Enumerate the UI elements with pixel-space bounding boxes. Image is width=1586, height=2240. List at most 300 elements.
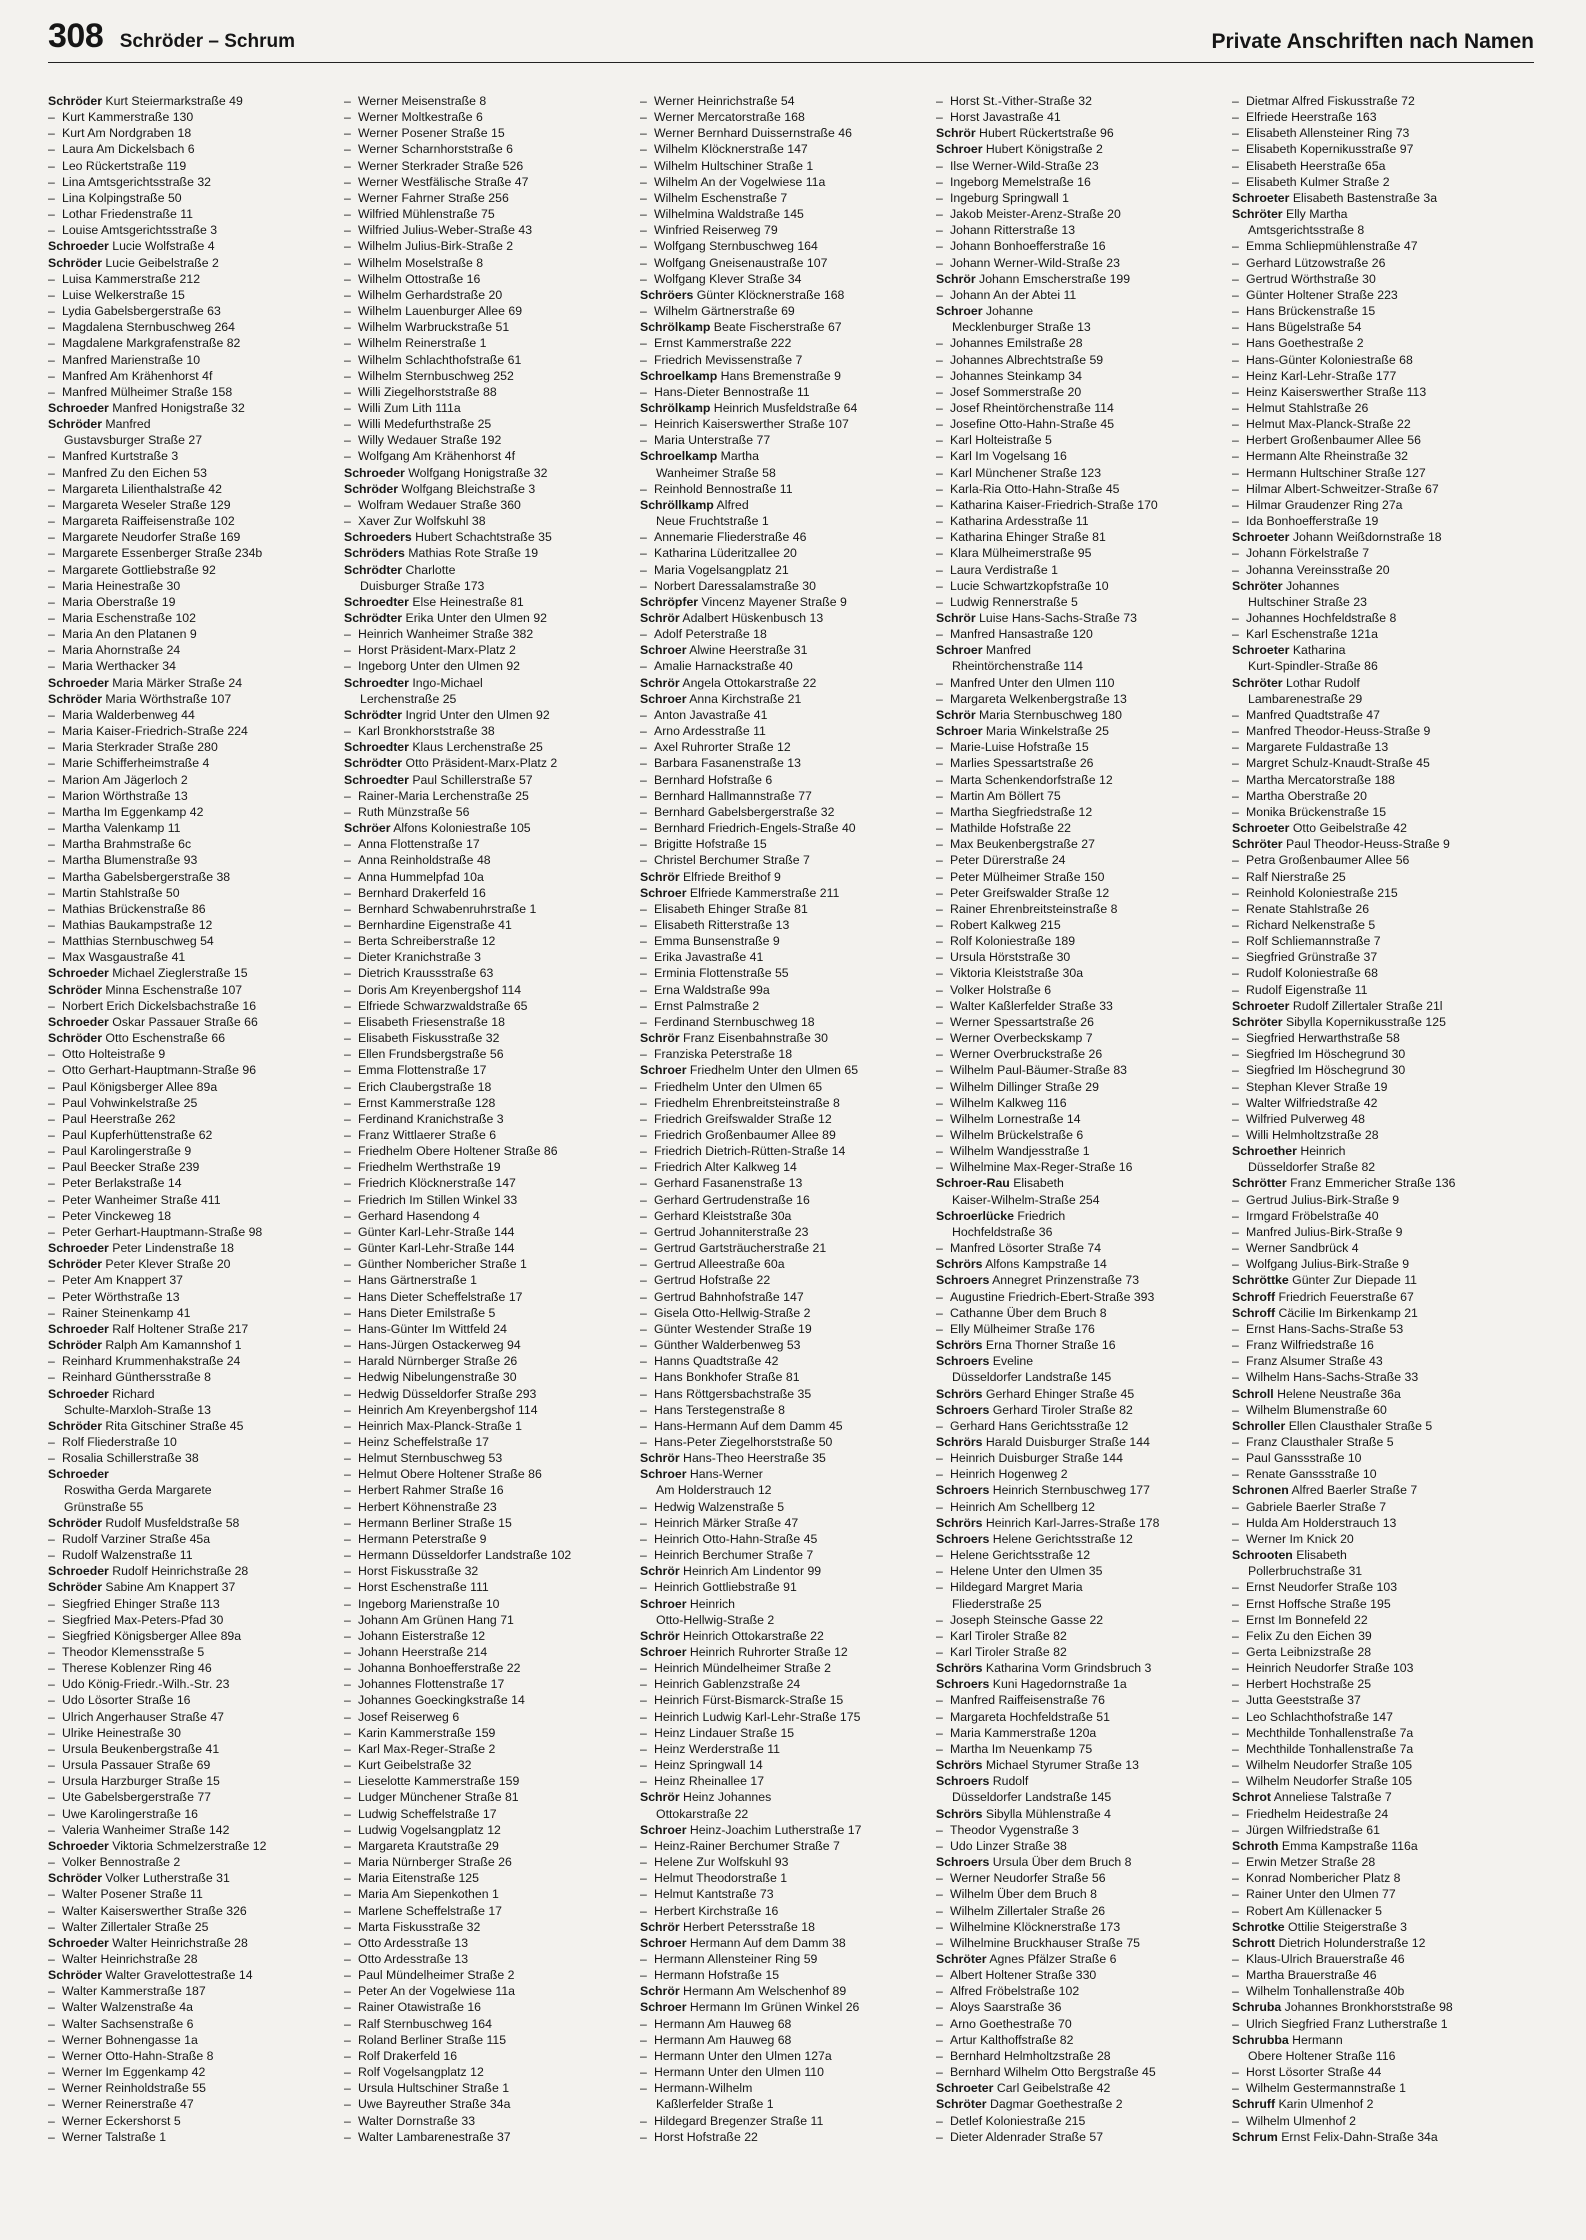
directory-entry: – Lina Amtsgerichtsstraße 32 xyxy=(48,174,211,189)
repeat-dash: – xyxy=(936,465,943,480)
directory-entry: – Bernhard Wilhelm Otto Bergstraße 45 xyxy=(936,2065,1156,2080)
surname: Schrör xyxy=(640,1790,680,1805)
repeat-dash: – xyxy=(1232,1580,1239,1595)
surname: Schroers xyxy=(936,1677,990,1692)
surname: Schroeder xyxy=(48,1467,109,1482)
repeat-dash: – xyxy=(344,1241,351,1256)
repeat-dash: – xyxy=(344,1338,351,1353)
repeat-dash: – xyxy=(48,934,55,949)
repeat-dash: – xyxy=(1232,2016,1239,2031)
directory-entry: – Theodor Vygenstraße 3 xyxy=(936,1822,1079,1837)
surname: Schröder xyxy=(48,1580,102,1595)
directory-entry: – Uwe Bayreuther Straße 34a xyxy=(344,2097,511,2112)
directory-entry: – Walter Kaßlerfelder Straße 33 xyxy=(936,998,1113,1013)
directory-entry: – Heinrich Märker Straße 47 xyxy=(640,1515,799,1530)
directory-entry: – Helmut Kantstraße 73 xyxy=(640,1887,774,1902)
directory-entry: – Arno Goethestraße 70 xyxy=(936,2016,1072,2031)
repeat-dash: – xyxy=(640,1725,647,1740)
directory-column-1 xyxy=(48,93,340,2213)
directory-entry: Schroeder Oskar Passauer Straße 66 xyxy=(48,1014,258,1029)
repeat-dash: – xyxy=(344,94,351,108)
directory-entry: Amtsgerichtsstraße 8 xyxy=(1248,223,1365,238)
directory-entry: – Arno Ardesstraße 11 xyxy=(640,724,766,739)
directory-entry: – Herbert Köhnenstraße 23 xyxy=(344,1499,497,1514)
repeat-dash: – xyxy=(344,1095,351,1110)
repeat-dash: – xyxy=(48,1677,55,1692)
directory-entry: – Martin Stahlstraße 50 xyxy=(48,885,180,900)
repeat-dash: – xyxy=(48,304,55,319)
directory-entry: Kurt-Spindler-Straße 86 xyxy=(1248,659,1378,674)
directory-entry: – Hermann Alte Rheinstraße 32 xyxy=(1232,449,1408,464)
repeat-dash: – xyxy=(48,1224,55,1239)
directory-entry: – Wilhelmine Klöcknerstraße 173 xyxy=(936,1919,1121,1934)
repeat-dash: – xyxy=(48,481,55,496)
repeat-dash: – xyxy=(1232,724,1239,739)
repeat-dash: – xyxy=(1232,481,1239,496)
repeat-dash: – xyxy=(1232,1192,1239,1207)
repeat-dash: – xyxy=(48,1144,55,1159)
directory-entry: – Hermann Berliner Straße 15 xyxy=(344,1515,512,1530)
directory-entry: – Wolfgang Julius-Birk-Straße 9 xyxy=(1232,1257,1410,1272)
repeat-dash: – xyxy=(1232,1806,1239,1821)
repeat-dash: – xyxy=(640,917,647,932)
repeat-dash: – xyxy=(48,837,55,852)
repeat-dash: – xyxy=(640,1402,647,1417)
directory-entry: – Rudolf Eigenstraße 11 xyxy=(1232,982,1368,997)
repeat-dash: – xyxy=(1232,1321,1239,1336)
repeat-dash: – xyxy=(640,1160,647,1175)
directory-entry: – Theodor Klemensstraße 5 xyxy=(48,1645,205,1659)
repeat-dash: – xyxy=(48,2113,55,2128)
repeat-dash: – xyxy=(640,804,647,819)
directory-entry: Neue Fruchtstraße 1 xyxy=(656,514,769,529)
directory-entry: – Friedhelm Obere Holtener Straße 86 xyxy=(344,1144,558,1159)
surname: Schrödter xyxy=(344,611,403,625)
directory-entry: – Bernhard Hallmannstraße 77 xyxy=(640,788,812,803)
directory-entry: Mecklenburger Straße 13 xyxy=(952,320,1091,335)
directory-entry: – Margareta Weseler Straße 129 xyxy=(48,497,231,512)
repeat-dash: – xyxy=(344,1903,351,1918)
directory-entry: – Max Beukenbergstraße 27 xyxy=(936,837,1095,852)
directory-entry: – Manfred Quadtstraße 47 xyxy=(1232,707,1380,722)
directory-entry: Schronen Alfred Baerler Straße 7 xyxy=(1232,1483,1418,1498)
directory-entry: – Magdalena Sternbuschweg 264 xyxy=(48,320,235,335)
directory-entry: Schrör Herbert Petersstraße 18 xyxy=(640,1919,815,1934)
directory-entry: – Siegfried Max-Peters-Pfad 30 xyxy=(48,1612,224,1627)
surname: Schroerlücke xyxy=(936,1208,1014,1223)
directory-entry: Schroers Rudolf xyxy=(936,1774,1029,1789)
directory-entry: Schröter Sibylla Kopernikusstraße 125 xyxy=(1232,1014,1446,1029)
directory-entry: – Maria Ahornstraße 24 xyxy=(48,643,181,658)
repeat-dash: – xyxy=(1232,966,1239,981)
directory-entry: – Heinz Springwall 14 xyxy=(640,1758,763,1773)
directory-entry: – Robert Am Küllenacker 5 xyxy=(1232,1903,1383,1918)
repeat-dash: – xyxy=(344,384,351,399)
surname: Schroer xyxy=(936,724,983,739)
directory-entry: – Walter Posener Straße 11 xyxy=(48,1887,203,1902)
directory-entry: – Franz Alsumer Straße 43 xyxy=(1232,1354,1383,1369)
directory-entry: Schröder Rita Gitschiner Straße 45 xyxy=(48,1418,244,1433)
repeat-dash: – xyxy=(1232,1628,1239,1643)
directory-entry: – Hans Bügelstraße 54 xyxy=(1232,320,1362,335)
directory-entry: – Wilhelm Wandjesstraße 1 xyxy=(936,1144,1090,1159)
repeat-dash: – xyxy=(936,1612,943,1627)
directory-entry: – Paul Kupferhüttenstraße 62 xyxy=(48,1128,213,1142)
repeat-dash: – xyxy=(48,772,55,787)
repeat-dash: – xyxy=(936,1822,943,1837)
repeat-dash: – xyxy=(640,1774,647,1789)
directory-entry: – Magdalene Markgrafenstraße 82 xyxy=(48,336,241,351)
surname: Schrötter xyxy=(1232,1176,1287,1191)
directory-entry: Schroeter Otto Geibelstraße 42 xyxy=(1232,821,1407,836)
surname: Schroers xyxy=(936,1483,990,1498)
repeat-dash: – xyxy=(640,1838,647,1853)
directory-entry: Schrödter Otto Präsident-Marx-Platz 2 xyxy=(344,756,558,771)
directory-entry: Schroeder Ralf Holtener Straße 217 xyxy=(48,1321,249,1336)
repeat-dash: – xyxy=(936,1628,943,1643)
directory-entry: – Günter Karl-Lehr-Straße 144 xyxy=(344,1241,515,1256)
directory-entry: – Kurt Geibelstraße 32 xyxy=(344,1758,472,1773)
directory-entry: – Ernst Kammerstraße 222 xyxy=(640,336,792,351)
directory-entry: – Joseph Steinsche Gasse 22 xyxy=(936,1612,1104,1627)
repeat-dash: – xyxy=(344,627,351,642)
repeat-dash: – xyxy=(1232,287,1239,302)
repeat-dash: – xyxy=(48,497,55,512)
repeat-dash: – xyxy=(936,1564,943,1579)
directory-entry: – Heinz Kaiserswerther Straße 113 xyxy=(1232,384,1427,399)
directory-entry: – Bernhard Hofstraße 6 xyxy=(640,772,773,787)
repeat-dash: – xyxy=(344,1144,351,1159)
directory-entry: Roswitha Gerda Margarete xyxy=(64,1483,212,1498)
directory-entry: Kaiser-Wilhelm-Straße 254 xyxy=(952,1192,1100,1207)
directory-entry: – Ursula Hultschiner Straße 1 xyxy=(344,2081,510,2096)
repeat-dash: – xyxy=(344,1725,351,1740)
repeat-dash: – xyxy=(640,1693,647,1708)
repeat-dash: – xyxy=(48,1370,55,1385)
directory-entry: Schröder Minna Eschenstraße 107 xyxy=(48,982,243,997)
repeat-dash: – xyxy=(936,239,943,254)
directory-entry: – Winfried Reiserweg 79 xyxy=(640,223,778,238)
repeat-dash: – xyxy=(1232,562,1239,577)
repeat-dash: – xyxy=(1232,174,1239,189)
directory-entry: – Elisabeth Friesenstraße 18 xyxy=(344,1014,505,1029)
directory-entry: – Brigitte Hofstraße 15 xyxy=(640,837,767,852)
repeat-dash: – xyxy=(48,788,55,803)
repeat-dash: – xyxy=(640,1289,647,1304)
directory-entry: – Günther Walderbenweg 53 xyxy=(640,1338,801,1353)
repeat-dash: – xyxy=(48,1628,55,1643)
repeat-dash: – xyxy=(936,1935,943,1950)
directory-entry: – Karl Tiroler Straße 82 xyxy=(936,1628,1067,1643)
repeat-dash: – xyxy=(344,449,351,464)
surname: Schroeter xyxy=(1232,530,1290,545)
repeat-dash: – xyxy=(640,481,647,496)
repeat-dash: – xyxy=(936,966,943,981)
directory-entry: Schroer-Rau Elisabeth xyxy=(936,1176,1064,1191)
surname: Schroer xyxy=(640,1935,687,1950)
surname: Schrörs xyxy=(936,1806,983,1821)
repeat-dash: – xyxy=(640,740,647,755)
repeat-dash: – xyxy=(344,2065,351,2080)
repeat-dash: – xyxy=(640,1903,647,1918)
repeat-dash: – xyxy=(48,271,55,286)
repeat-dash: – xyxy=(344,934,351,949)
repeat-dash: – xyxy=(640,1951,647,1966)
surname: Schröder xyxy=(344,481,398,496)
directory-entry: Schroer Hermann Auf dem Damm 38 xyxy=(640,1935,846,1950)
repeat-dash: – xyxy=(48,1047,55,1062)
directory-entry: Schroeder Michael Zieglerstraße 15 xyxy=(48,966,248,981)
repeat-dash: – xyxy=(344,158,351,173)
directory-entry: – Johann Werner-Wild-Straße 23 xyxy=(936,255,1120,270)
repeat-dash: – xyxy=(1232,627,1239,642)
directory-entry: – Franz Clausthaler Straße 5 xyxy=(1232,1434,1394,1449)
repeat-dash: – xyxy=(48,1289,55,1304)
surname: Schröder xyxy=(48,1418,102,1433)
repeat-dash: – xyxy=(936,384,943,399)
directory-entry: – Gertrud Alleestraße 60a xyxy=(640,1257,785,1272)
directory-entry: – Hans Terstegenstraße 8 xyxy=(640,1402,786,1417)
repeat-dash: – xyxy=(344,1693,351,1708)
repeat-dash: – xyxy=(936,336,943,351)
surname: Schrör xyxy=(640,1031,680,1046)
repeat-dash: – xyxy=(1232,94,1239,108)
directory-entry: – Johann An der Abtei 11 xyxy=(936,287,1077,302)
repeat-dash: – xyxy=(936,869,943,884)
surname: Schrödter xyxy=(344,707,403,722)
repeat-dash: – xyxy=(936,837,943,852)
repeat-dash: – xyxy=(344,2081,351,2096)
directory-entry: – Albert Holtener Straße 330 xyxy=(936,1968,1097,1983)
directory-entry: – Kurt Kammerstraße 130 xyxy=(48,110,194,125)
directory-entry: – Ursula Harzburger Straße 15 xyxy=(48,1774,220,1789)
repeat-dash: – xyxy=(48,1596,55,1611)
directory-entry: – Walter Kaiserswerther Straße 326 xyxy=(48,1903,247,1918)
directory-entry: – Ellen Frundsbergstraße 56 xyxy=(344,1047,504,1062)
directory-entry: Schroeter Carl Geibelstraße 42 xyxy=(936,2081,1111,2096)
surname: Schrörs xyxy=(936,1386,983,1401)
repeat-dash: – xyxy=(1232,804,1239,819)
directory-entry: – Laura Verdistraße 1 xyxy=(936,562,1058,577)
repeat-dash: – xyxy=(48,336,55,351)
repeat-dash: – xyxy=(48,885,55,900)
surname: Schroth xyxy=(1232,1838,1279,1853)
repeat-dash: – xyxy=(640,1338,647,1353)
directory-entry: Otto-Hellwig-Straße 2 xyxy=(656,1612,775,1627)
repeat-dash: – xyxy=(936,756,943,771)
directory-entry: – Siegfried Grünstraße 37 xyxy=(1232,950,1378,965)
surname: Schröder xyxy=(48,982,102,997)
directory-entry: – Wilfried Pulverweg 48 xyxy=(1232,1111,1365,1126)
directory-entry: Schrör Hubert Rückertstraße 96 xyxy=(936,126,1114,141)
directory-entry: – Werner Fahrner Straße 256 xyxy=(344,190,509,205)
surname: Schrörs xyxy=(936,1515,983,1530)
directory-entry: – Gertrud Bahnhofstraße 147 xyxy=(640,1289,804,1304)
repeat-dash: – xyxy=(640,1208,647,1223)
directory-entry: – Margarete Gottliebstraße 92 xyxy=(48,562,216,577)
surname: Schrödter xyxy=(344,756,403,771)
directory-entry: – Paul Mündelheimer Straße 2 xyxy=(344,1968,515,1983)
directory-entry: Schroer Hermann Im Grünen Winkel 26 xyxy=(640,2000,860,2015)
directory-entry: – Ferdinand Sternbuschweg 18 xyxy=(640,1014,815,1029)
repeat-dash: – xyxy=(344,223,351,238)
directory-entry: Schroeter Rudolf Zillertaler Straße 21l xyxy=(1232,998,1443,1013)
repeat-dash: – xyxy=(640,1515,647,1530)
repeat-dash: – xyxy=(344,1063,351,1078)
repeat-dash: – xyxy=(1232,788,1239,803)
repeat-dash: – xyxy=(48,627,55,642)
directory-entry: Schrott Dietrich Holunderstraße 12 xyxy=(1232,1935,1426,1950)
directory-entry: Schroeder Wolfgang Honigstraße 32 xyxy=(344,465,548,480)
repeat-dash: – xyxy=(936,562,943,577)
directory-entry: – Herbert Rahmer Straße 16 xyxy=(344,1483,504,1498)
directory-entry: Lerchenstraße 25 xyxy=(360,691,457,706)
directory-entry: – Johanna Bonhoefferstraße 22 xyxy=(344,1661,521,1676)
directory-entry: – Katharina Kaiser-Friedrich-Straße 170 xyxy=(936,497,1158,512)
repeat-dash: – xyxy=(936,1838,943,1853)
repeat-dash: – xyxy=(936,481,943,496)
directory-entry: – Karin Kammerstraße 159 xyxy=(344,1725,496,1740)
directory-entry: – Willi Ziegelhorststraße 88 xyxy=(344,384,497,399)
surname: Schrörs xyxy=(936,1758,983,1773)
repeat-dash: – xyxy=(936,1887,943,1902)
directory-entry: – Manfred Raiffeisenstraße 76 xyxy=(936,1693,1105,1708)
repeat-dash: – xyxy=(48,1063,55,1078)
repeat-dash: – xyxy=(344,1321,351,1336)
repeat-dash: – xyxy=(1232,158,1239,173)
repeat-dash: – xyxy=(640,1661,647,1676)
repeat-dash: – xyxy=(640,190,647,205)
directory-entry: – Wilhelm Paul-Bäumer-Straße 83 xyxy=(936,1063,1127,1078)
directory-entry: – Monika Brückenstraße 15 xyxy=(1232,804,1387,819)
directory-entry: – Horst Javastraße 41 xyxy=(936,110,1061,125)
repeat-dash: – xyxy=(1232,514,1239,529)
repeat-dash: – xyxy=(1232,1855,1239,1870)
repeat-dash: – xyxy=(344,1208,351,1223)
directory-entry: Pollerbruchstraße 31 xyxy=(1248,1564,1363,1579)
directory-entry: Schroer Johanne xyxy=(936,304,1034,319)
directory-entry: Schroeter Katharina xyxy=(1232,643,1346,658)
directory-entry: Schroelkamp Martha xyxy=(640,449,759,464)
directory-entry: – Manfred Julius-Birk-Straße 9 xyxy=(1232,1224,1403,1239)
directory-entry: – Siegfried Herwarthstraße 58 xyxy=(1232,1031,1400,1046)
surname: Schroeder xyxy=(48,1838,109,1853)
repeat-dash: – xyxy=(1232,1968,1239,1983)
directory-entry: – Artur Kalthoffstraße 82 xyxy=(936,2032,1074,2047)
directory-entry: – Wilhelm Tonhallenstraße 40b xyxy=(1232,1984,1405,1999)
directory-entry: – Johann Bonhoefferstraße 16 xyxy=(936,239,1106,254)
directory-entry: Schroers Helene Gerichtsstraße 12 xyxy=(936,1531,1133,1546)
directory-entry: – Horst Fiskusstraße 32 xyxy=(344,1564,479,1579)
surname: Schroll xyxy=(1232,1386,1274,1401)
repeat-dash: – xyxy=(48,158,55,173)
repeat-dash: – xyxy=(48,1305,55,1320)
directory-entry: – Walter Dornstraße 33 xyxy=(344,2113,476,2128)
directory-entry: – Kurt Am Nordgraben 18 xyxy=(48,126,192,141)
directory-entry: – Reinhard Günthersstraße 8 xyxy=(48,1370,212,1385)
directory-entry: Schrör Angela Ottokarstraße 22 xyxy=(640,675,817,690)
repeat-dash: – xyxy=(1232,2081,1239,2096)
directory-entry: – Margareta Welkenbergstraße 13 xyxy=(936,691,1127,706)
directory-entry: – Ida Bonhoefferstraße 19 xyxy=(1232,514,1379,529)
directory-entry: – Martha Im Eggenkamp 42 xyxy=(48,804,204,819)
repeat-dash: – xyxy=(936,352,943,367)
directory-entry: Schroer Heinrich xyxy=(640,1596,736,1611)
directory-entry: Schröder Manfred xyxy=(48,417,151,432)
directory-entry: – Udo Lösorter Straße 16 xyxy=(48,1693,191,1708)
directory-entry: – Elfriede Heerstraße 163 xyxy=(1232,110,1377,125)
repeat-dash: – xyxy=(48,546,55,561)
repeat-dash: – xyxy=(1232,1095,1239,1110)
repeat-dash: – xyxy=(48,1548,55,1563)
directory-entry: – Roland Berliner Straße 115 xyxy=(344,2032,507,2047)
directory-entry: – Anton Javastraße 41 xyxy=(640,707,768,722)
repeat-dash: – xyxy=(344,1612,351,1627)
repeat-dash: – xyxy=(344,917,351,932)
directory-entry: – Detlef Koloniestraße 215 xyxy=(936,2113,1086,2128)
repeat-dash: – xyxy=(936,1725,943,1740)
repeat-dash: – xyxy=(640,772,647,787)
repeat-dash: – xyxy=(936,1241,943,1256)
surname: Schröter xyxy=(1232,675,1283,690)
surname: Schroeter xyxy=(1232,998,1290,1013)
directory-entry: – Walter Zillertaler Straße 25 xyxy=(48,1919,209,1934)
surname: Schrubba xyxy=(1232,2032,1289,2047)
entry-list xyxy=(936,93,1228,2145)
repeat-dash: – xyxy=(48,1111,55,1126)
directory-entry: Schrör Franz Eisenbahnstraße 30 xyxy=(640,1031,828,1046)
directory-entry: Schrör Elfriede Breithof 9 xyxy=(640,869,781,884)
directory-entry: – Hanns Quadtstraße 42 xyxy=(640,1354,779,1369)
repeat-dash: – xyxy=(344,1014,351,1029)
surname: Schroers xyxy=(936,1273,990,1288)
repeat-dash: – xyxy=(640,352,647,367)
directory-entry: Schröder Otto Eschenstraße 66 xyxy=(48,1031,226,1046)
repeat-dash: – xyxy=(48,1176,55,1191)
directory-entry: – Manfred Mülheimer Straße 158 xyxy=(48,384,233,399)
directory-entry: – Johannes Hochfeldstraße 8 xyxy=(1232,611,1397,625)
repeat-dash: – xyxy=(344,901,351,916)
directory-entry: – Horst St.-Vither-Straße 32 xyxy=(936,94,1092,108)
directory-entry: – Wilhelm Gestermannstraße 1 xyxy=(1232,2081,1406,2096)
repeat-dash: – xyxy=(344,1580,351,1595)
directory-entry: – Wilhelm Julius-Birk-Straße 2 xyxy=(344,239,514,254)
surname: Schröter xyxy=(1232,837,1283,852)
repeat-dash: – xyxy=(344,982,351,997)
directory-entry: – Gerhard Kleiststraße 30a xyxy=(640,1208,792,1223)
surname: Schroeder xyxy=(48,1014,109,1029)
repeat-dash: – xyxy=(640,1531,647,1546)
surname: Schroer xyxy=(640,1467,687,1482)
directory-entry: – Peter Am Knappert 37 xyxy=(48,1273,183,1288)
directory-entry: – Elisabeth Kopernikusstraße 97 xyxy=(1232,142,1414,157)
directory-entry: Kaßlerfelder Straße 1 xyxy=(656,2097,774,2112)
directory-entry: Schroeder Viktoria Schmelzerstraße 12 xyxy=(48,1838,267,1853)
directory-entry: – Wolfgang Am Krähenhorst 4f xyxy=(344,449,515,464)
directory-entry: – Ute Gabelsbergerstraße 77 xyxy=(48,1790,212,1805)
repeat-dash: – xyxy=(344,1354,351,1369)
repeat-dash: – xyxy=(48,465,55,480)
directory-entry: – Martha Valenkamp 11 xyxy=(48,821,181,836)
directory-entry: – Maria Eschenstraße 102 xyxy=(48,611,196,625)
directory-entry: – Wilhelm Sternbuschweg 252 xyxy=(344,368,514,383)
repeat-dash: – xyxy=(936,1079,943,1094)
directory-entry: Schrör Heinz Johannes xyxy=(640,1790,772,1805)
directory-entry: Schröpfer Vincenz Mayener Straße 9 xyxy=(640,594,847,609)
repeat-dash: – xyxy=(936,1111,943,1126)
directory-entry: – Renate Ganssstraße 10 xyxy=(1232,1467,1377,1482)
directory-entry: – Johanna Vereinsstraße 20 xyxy=(1232,562,1390,577)
